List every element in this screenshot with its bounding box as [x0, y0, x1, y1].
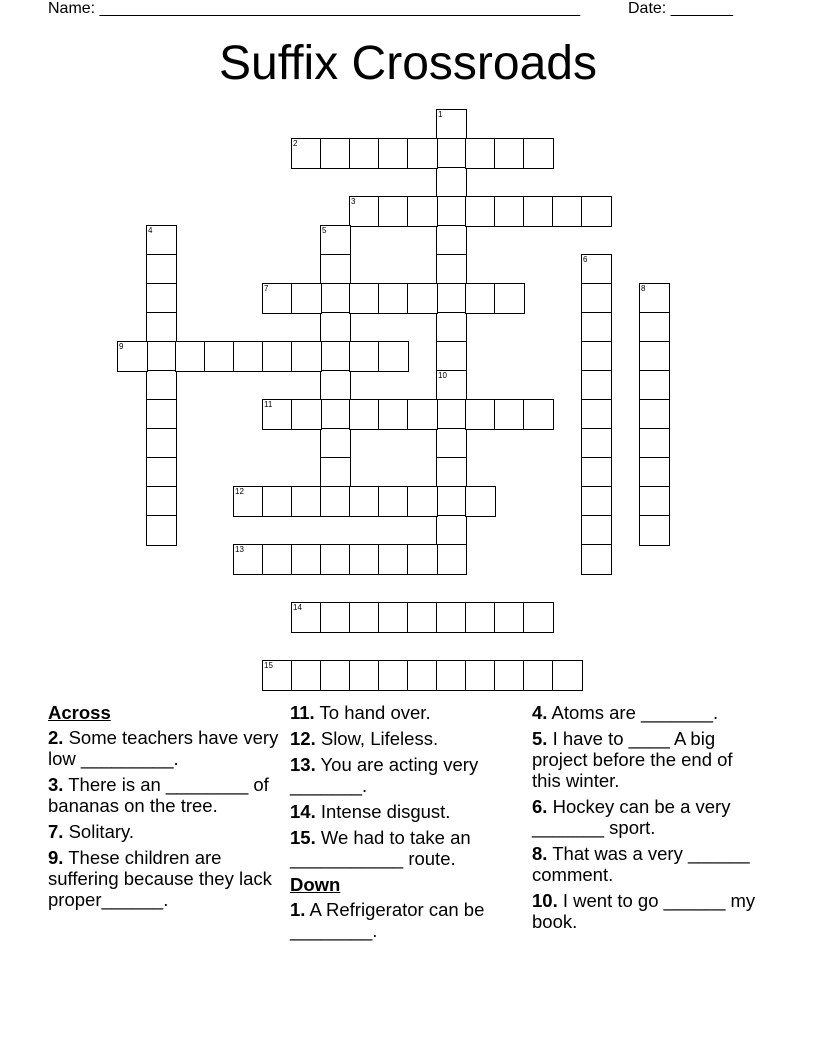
crossword-cell[interactable]	[581, 486, 612, 517]
clue-down-4: 4. Atoms are _______.	[532, 702, 719, 723]
crossword-cell[interactable]	[320, 660, 351, 691]
crossword-cell[interactable]	[262, 660, 293, 691]
crossword-cell[interactable]	[320, 225, 351, 256]
cell-number: 1	[438, 110, 443, 119]
crossword-cell[interactable]	[146, 515, 177, 546]
crossword-cell[interactable]	[320, 341, 351, 372]
crossword-cell[interactable]	[523, 660, 554, 691]
crossword-cell[interactable]	[523, 602, 554, 633]
crossword-cell[interactable]	[523, 138, 554, 169]
crossword-cell[interactable]	[146, 312, 177, 343]
crossword-cell[interactable]	[436, 167, 467, 198]
crossword-cell[interactable]	[378, 283, 409, 314]
crossword-cell[interactable]	[146, 428, 177, 459]
crossword-cell[interactable]	[291, 399, 322, 430]
crossword-cell[interactable]	[349, 602, 380, 633]
crossword-cell[interactable]	[233, 486, 264, 517]
clue-across-9: 9. These children are suffering because they lack proper______.	[48, 847, 272, 910]
crossword-cell[interactable]	[291, 602, 322, 633]
clue-across-15: 15. We had to take an ___________ route.	[290, 827, 471, 869]
clue-down-1: 1. A Refrigerator can be ________.	[290, 899, 485, 941]
clue-down-8: 8. That was a very ______ comment.	[532, 843, 750, 885]
crossword-cell[interactable]	[436, 602, 467, 633]
crossword-cell[interactable]	[581, 196, 612, 227]
crossword-cell[interactable]	[378, 196, 409, 227]
crossword-cell[interactable]	[378, 602, 409, 633]
crossword-cell[interactable]	[639, 457, 670, 488]
crossword-cell[interactable]	[436, 515, 467, 546]
crossword-cell[interactable]	[407, 544, 438, 575]
crossword-cell[interactable]	[436, 109, 467, 140]
crossword-cell[interactable]	[436, 428, 467, 459]
crossword-cell[interactable]	[349, 341, 380, 372]
across-heading: Across	[48, 702, 111, 723]
crossword-cell[interactable]	[262, 486, 293, 517]
crossword-cell[interactable]	[378, 544, 409, 575]
crossword-cell[interactable]	[436, 138, 467, 169]
crossword-cell[interactable]	[320, 283, 351, 314]
cell-number: 14	[293, 603, 302, 612]
crossword-cell[interactable]	[552, 196, 583, 227]
crossword-cell[interactable]	[494, 196, 525, 227]
cell-number: 3	[351, 197, 356, 206]
crossword-cell[interactable]	[233, 341, 264, 372]
crossword-cell[interactable]	[146, 370, 177, 401]
crossword-cell[interactable]	[146, 254, 177, 285]
crossword-cell[interactable]	[407, 660, 438, 691]
crossword-cell[interactable]	[639, 283, 670, 314]
crossword-cell[interactable]	[262, 283, 293, 314]
crossword-cell[interactable]	[320, 428, 351, 459]
crossword-cell[interactable]	[146, 399, 177, 430]
crossword-cell[interactable]	[639, 341, 670, 372]
crossword-cell[interactable]	[349, 196, 380, 227]
crossword-cell[interactable]	[291, 660, 322, 691]
crossword-cell[interactable]	[117, 341, 148, 372]
crossword-cell[interactable]	[465, 602, 496, 633]
crossword-cell[interactable]	[639, 312, 670, 343]
cell-number: 8	[641, 284, 646, 293]
crossword-cell[interactable]	[407, 196, 438, 227]
cell-number: 4	[148, 226, 153, 235]
crossword-cell[interactable]	[349, 486, 380, 517]
cell-number: 13	[235, 545, 244, 554]
crossword-cell[interactable]	[349, 283, 380, 314]
cell-number: 12	[235, 487, 244, 496]
cell-number: 5	[322, 226, 327, 235]
crossword-cell[interactable]	[407, 399, 438, 430]
crossword-cell[interactable]	[378, 138, 409, 169]
crossword-cell[interactable]	[639, 370, 670, 401]
crossword-cell[interactable]	[436, 370, 467, 401]
crossword-cell[interactable]	[407, 138, 438, 169]
crossword-cell[interactable]	[436, 225, 467, 256]
crossword-cell[interactable]	[436, 399, 467, 430]
crossword-cell[interactable]	[407, 283, 438, 314]
clue-across-11: 11. To hand over.	[290, 702, 431, 723]
crossword-cell[interactable]	[436, 254, 467, 285]
crossword-cell[interactable]	[639, 515, 670, 546]
crossword-cell[interactable]	[320, 370, 351, 401]
cell-number: 10	[438, 371, 447, 380]
crossword-cell[interactable]	[146, 341, 177, 372]
clue-down-10: 10. I went to go ______ my book.	[532, 890, 756, 932]
crossword-cell[interactable]	[407, 602, 438, 633]
crossword-cell[interactable]	[320, 312, 351, 343]
crossword-cell[interactable]	[581, 399, 612, 430]
crossword-cell[interactable]	[436, 341, 467, 372]
clue-across-7: 7. Solitary.	[48, 821, 135, 842]
crossword-cell[interactable]	[465, 283, 496, 314]
crossword-cell[interactable]	[291, 283, 322, 314]
crossword-cell[interactable]	[581, 428, 612, 459]
crossword-cell[interactable]	[204, 341, 235, 372]
crossword-cell[interactable]	[436, 457, 467, 488]
clues-column-1	[48, 702, 280, 915]
crossword-cell[interactable]	[581, 312, 612, 343]
cell-number: 2	[293, 139, 298, 148]
date-field[interactable]: Date: _______	[628, 0, 733, 17]
clue-across-12: 12. Slow, Lifeless.	[290, 728, 439, 749]
crossword-cell[interactable]	[494, 660, 525, 691]
crossword-cell[interactable]	[262, 399, 293, 430]
clue-across-3: 3. There is an ________ of bananas on the tree.	[48, 774, 269, 816]
crossword-cell[interactable]	[436, 660, 467, 691]
crossword-cell[interactable]	[320, 544, 351, 575]
crossword-cell[interactable]	[581, 544, 612, 575]
crossword-cell[interactable]	[146, 486, 177, 517]
crossword-cell[interactable]	[436, 283, 467, 314]
crossword-cell[interactable]	[494, 138, 525, 169]
crossword-cell[interactable]	[291, 138, 322, 169]
crossword-cell[interactable]	[436, 312, 467, 343]
crossword-cell[interactable]	[320, 399, 351, 430]
clues-column-3	[532, 702, 764, 937]
crossword-cell[interactable]	[465, 196, 496, 227]
clue-down-6: 6. Hockey can be a very _______ sport.	[532, 796, 731, 838]
crossword-cell[interactable]	[320, 457, 351, 488]
crossword-cell[interactable]	[146, 225, 177, 256]
crossword-cell[interactable]	[639, 399, 670, 430]
crossword-cell[interactable]	[291, 544, 322, 575]
clues-column-2	[290, 702, 522, 946]
crossword-cell[interactable]	[320, 138, 351, 169]
cell-number: 9	[119, 342, 124, 351]
crossword-cell[interactable]	[262, 544, 293, 575]
crossword-cell[interactable]	[233, 544, 264, 575]
crossword-cell[interactable]	[378, 486, 409, 517]
crossword-cell[interactable]	[552, 660, 583, 691]
crossword-cell[interactable]	[639, 486, 670, 517]
crossword-cell[interactable]	[320, 486, 351, 517]
clue-across-13: 13. You are acting very _______.	[290, 754, 479, 796]
down-heading: Down	[290, 874, 341, 895]
cell-number: 11	[264, 400, 273, 409]
crossword-cell[interactable]	[465, 486, 496, 517]
crossword-cell[interactable]	[436, 196, 467, 227]
crossword-cell[interactable]	[291, 486, 322, 517]
crossword-cell[interactable]	[581, 254, 612, 285]
crossword-cell[interactable]	[378, 660, 409, 691]
clue-down-5: 5. I have to ____ A big project before the end of this winter.	[532, 728, 733, 791]
crossword-cell[interactable]	[291, 341, 322, 372]
crossword-cell[interactable]	[378, 399, 409, 430]
crossword-cell[interactable]	[494, 283, 525, 314]
cell-number: 6	[583, 255, 588, 264]
page-title: Suffix Crossroads	[219, 37, 597, 90]
crossword-cell[interactable]	[320, 602, 351, 633]
crossword-cell[interactable]	[581, 283, 612, 314]
crossword-cell[interactable]	[581, 457, 612, 488]
crossword-cell[interactable]	[494, 602, 525, 633]
crossword-cell[interactable]	[436, 486, 467, 517]
crossword-cell[interactable]	[523, 196, 554, 227]
crossword-cell[interactable]	[349, 399, 380, 430]
crossword-cell[interactable]	[523, 399, 554, 430]
crossword-cell[interactable]	[349, 544, 380, 575]
crossword-cell[interactable]	[581, 370, 612, 401]
crossword-cell[interactable]	[436, 544, 467, 575]
crossword-cell[interactable]	[581, 341, 612, 372]
crossword-cell[interactable]	[407, 486, 438, 517]
crossword-cell[interactable]	[465, 399, 496, 430]
clue-across-14: 14. Intense disgust.	[290, 801, 451, 822]
crossword-cell[interactable]	[349, 660, 380, 691]
crossword-cell[interactable]	[262, 341, 293, 372]
cell-number: 7	[264, 284, 269, 293]
crossword-cell[interactable]	[465, 138, 496, 169]
crossword-cell[interactable]	[581, 515, 612, 546]
crossword-cell[interactable]	[465, 660, 496, 691]
crossword-cell[interactable]	[175, 341, 206, 372]
name-field[interactable]: Name: ______________________________________________________	[48, 0, 581, 17]
clue-across-2: 2. Some teachers have very low _________.	[48, 727, 279, 769]
crossword-cell[interactable]	[349, 138, 380, 169]
crossword-cell[interactable]	[378, 341, 409, 372]
crossword-cell[interactable]	[146, 457, 177, 488]
crossword-cell[interactable]	[320, 254, 351, 285]
cell-number: 15	[264, 661, 273, 670]
crossword-cell[interactable]	[494, 399, 525, 430]
crossword-cell[interactable]	[146, 283, 177, 314]
crossword-cell[interactable]	[639, 428, 670, 459]
